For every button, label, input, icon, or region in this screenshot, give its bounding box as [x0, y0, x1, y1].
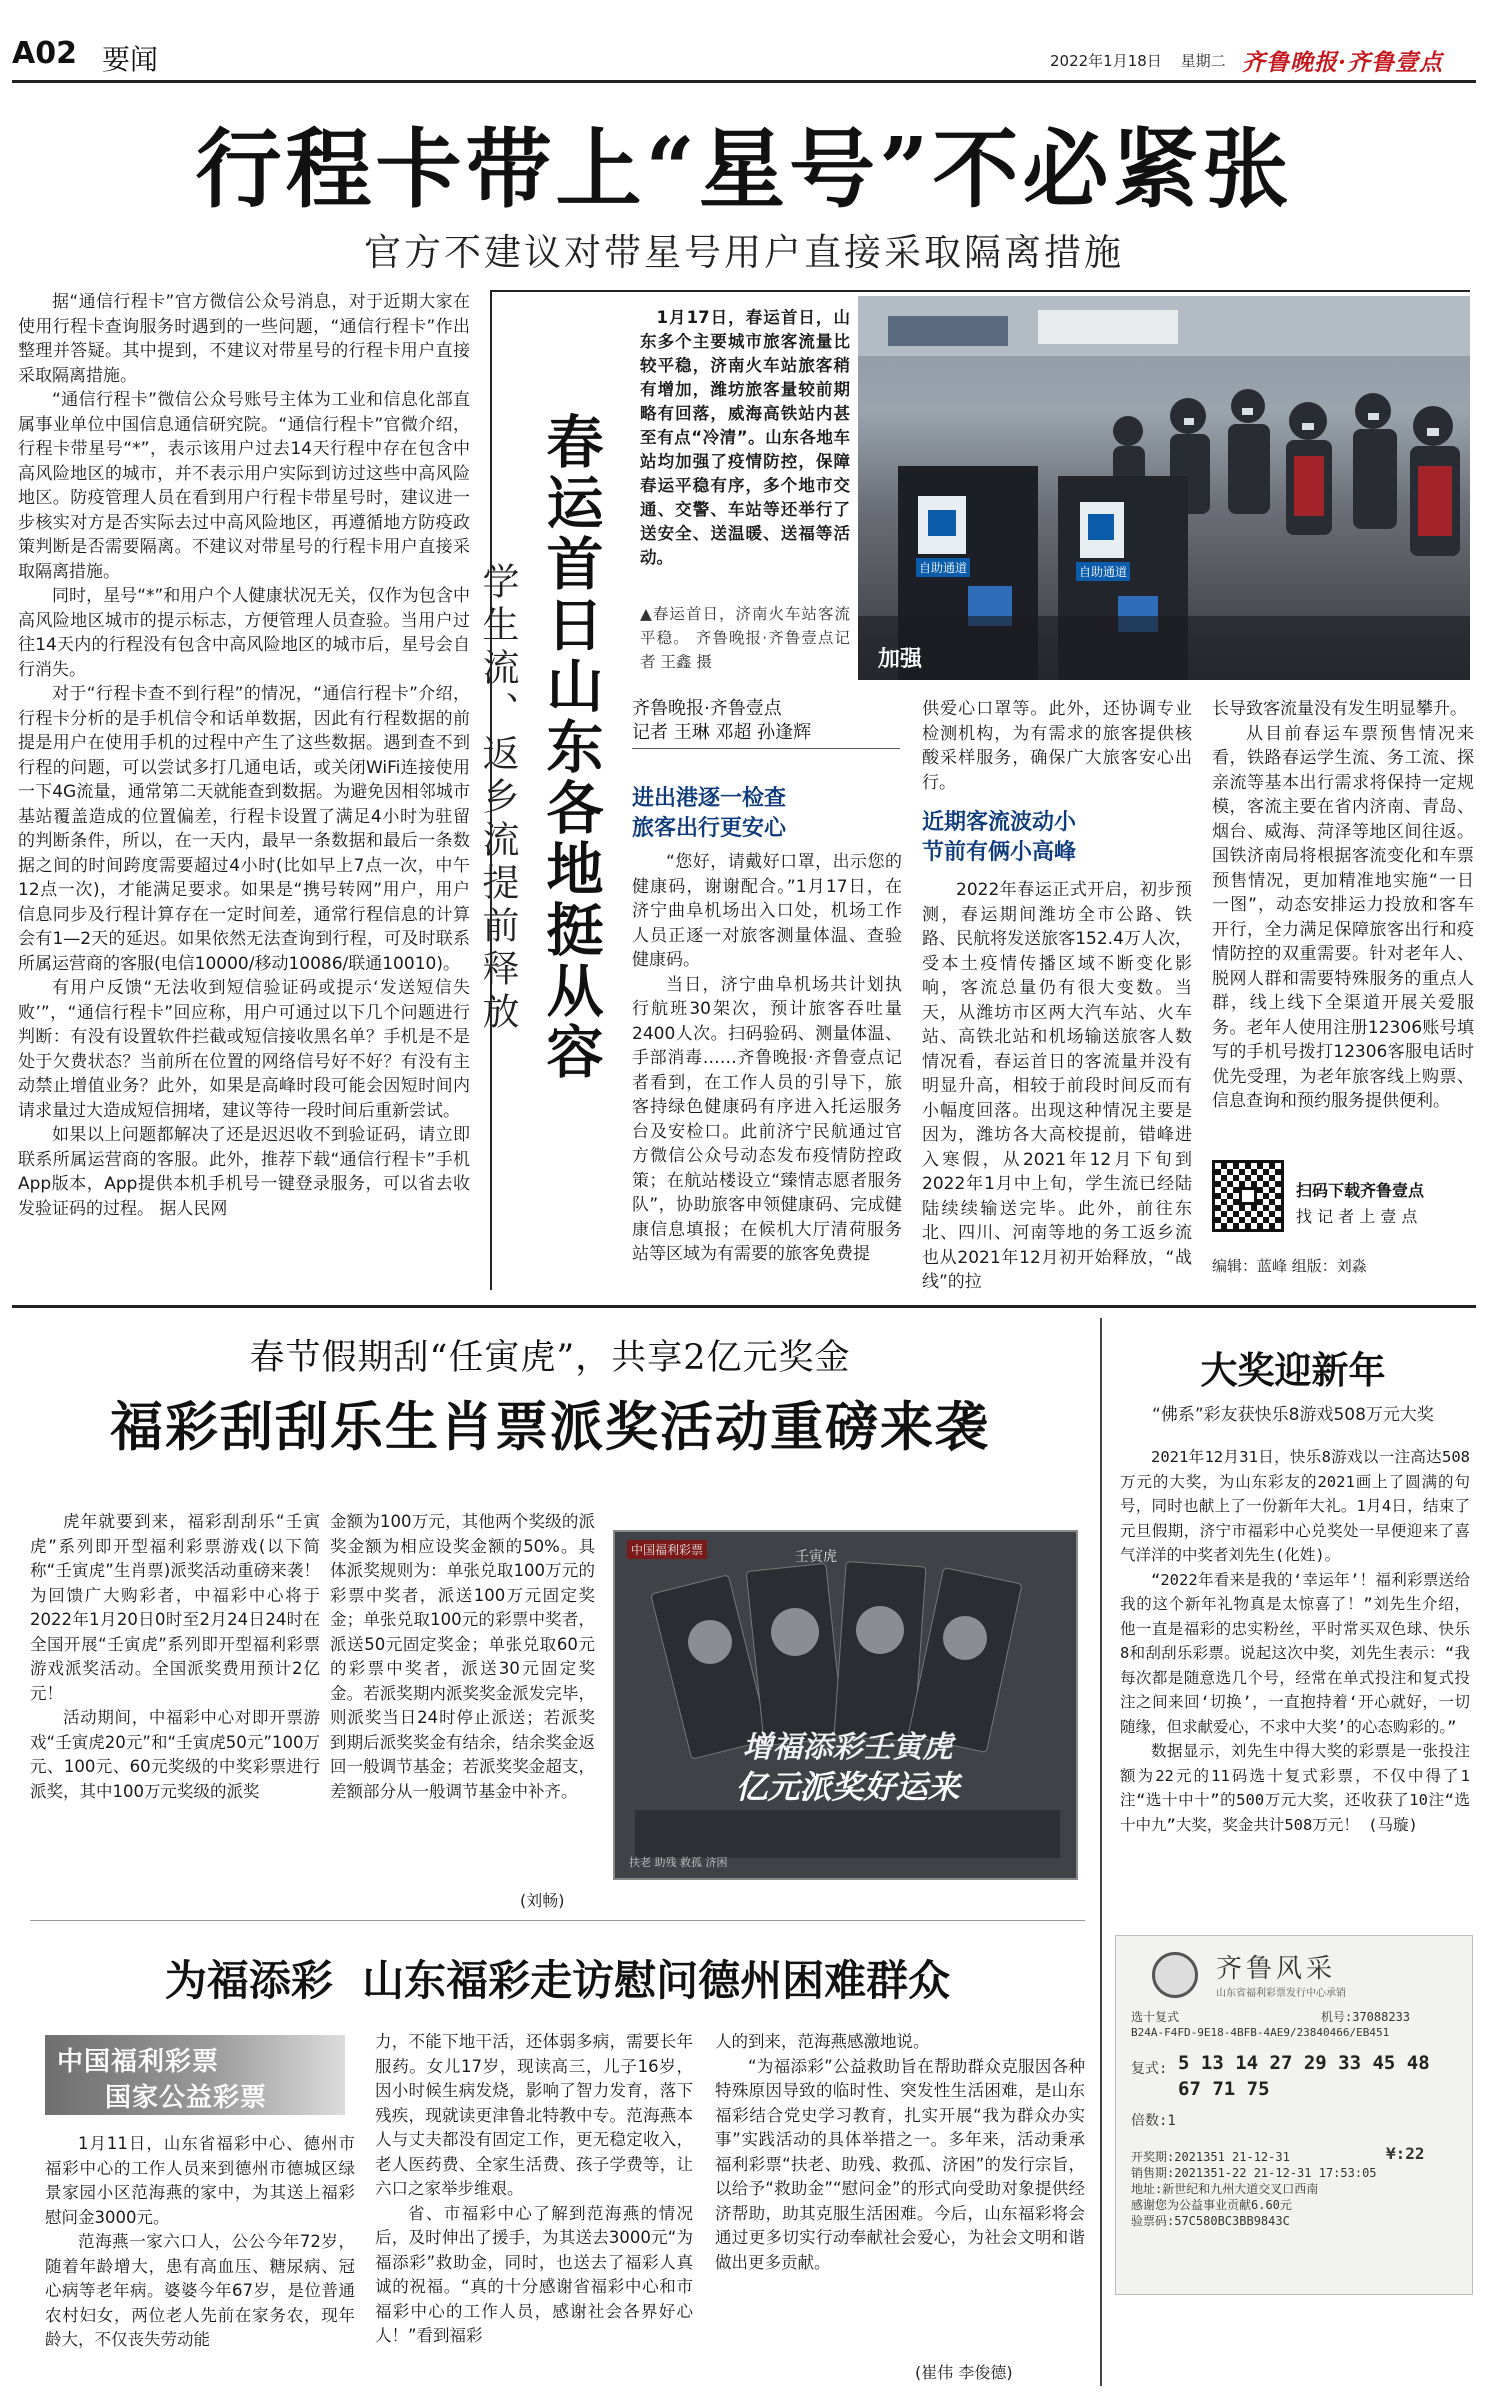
photo-credit: [640, 602, 850, 674]
prize-subtitle: “佛系”彩友获快乐8游戏508万元大奖: [1152, 1405, 1434, 1425]
section-divider: [12, 1305, 1476, 1308]
spring-subhead-2: 近期客流波动小 节前有俩小高峰: [922, 810, 1077, 865]
ticket-info-4: 感谢您为公益事业贡献6.60元: [1131, 2198, 1292, 2212]
lead-para: 如果以上问题都解决了还是迟迟收不到验证码，请立即联系所属运营商的客服。此外，推荐下载“通信行程卡”手机App版本，App提供本机手机号一键登录服务，可以省去收发验证码的过程。 据人民网: [18, 1125, 470, 1219]
ticket-game: 选十复式: [1131, 2010, 1180, 2024]
lead-subtitle: 官方不建议对带星号用户直接采取隔离措施: [364, 231, 1124, 274]
poster-brand: 中国福利彩票: [627, 1540, 707, 1559]
prize-para: 2021年12月31日，快乐8游戏以一注高达508万元的大奖，为山东彩友的2021画上了圆满的句号，同时也献上了一份新年大礼。1月4日，结束了元旦假期，济宁市福彩中心兑奖处一早便迎来了喜气洋洋的中奖者刘先生(化姓)。: [1120, 1448, 1470, 1564]
visit-para: 人的到来，范海燕感激地说。: [715, 2032, 930, 2051]
lead-para: 有用户反馈“无法收到短信验证码或提示‘发送短信失败’”，“通信行程卡”回应称，用户可通过以下几个问题进行判断：有没有设置软件拦截或短信接收黑名单？手机是不是处于欠费状态？当前所在位置的网络信号好不好？有没有主动禁止增值业务？此外，如果是高峰时段可能会因短时间内请求量过大造成短信拥堵，建议等待一段时间后重新尝试。: [18, 978, 470, 1121]
ticket-fs-label: 复式:: [1131, 2061, 1168, 2077]
spring-para: “您好，请戴好口罩，出示您的健康码，谢谢配合。”1月17日，在济宁曲阜机场出入口处，机场工作人员正逐一对旅客测量体温、查验健康码。: [632, 852, 902, 970]
lead-para: 同时，星号“*”和用户个人健康状况无关，仅作为包含中高风险地区城市的提示标志，方便管理人员查验。当用户过往14天内的行程没有包含中高风险地区的城市后，星号会自行消失。: [18, 586, 470, 680]
poster-slogan-1: 增福添彩壬寅虎: [742, 1730, 953, 1765]
byline-rule: [632, 748, 900, 749]
editor-credit: 编辑：蓝峰 组版：刘淼: [1212, 1257, 1367, 1275]
header-rule: [12, 80, 1476, 83]
visit-para: 范海燕一家六口人，公公今年72岁，随着年龄增大，患有高血压、糖尿病、冠心病等老年病。婆婆今年67岁，是位普通农村妇女，两位老人先前在家务农，现年龄大，不仅丧失劳动能: [45, 2232, 355, 2349]
photo-credit-text: ▲春运首日，济南火车站客流平稳。 齐鲁晚报·齐鲁壹点记者 王鑫 摄: [640, 605, 850, 671]
visit-col-b: [375, 2030, 693, 2385]
visit-author: (崔伟 李俊德): [915, 2363, 1013, 2382]
ticket-info-2: 销售期:2021351-22 21-12-31 17:53:05: [1131, 2166, 1377, 2180]
date-text: 2022年1月18日: [1050, 52, 1162, 70]
byline-reporters: 记者 王琳 邓超 孙逢辉: [632, 722, 812, 743]
visit-col-a: [45, 2132, 355, 2382]
lottery-para: 活动期间，中福彩中心对即开票游戏“壬寅虎20元”和“壬寅虎50元”100万元、100元、60元奖级的中奖彩票进行派奖，其中100万元奖级的派奖: [30, 1708, 320, 1801]
visit-para: 1月11日，山东省福彩中心、德州市福彩中心的工作人员来到德州市德城区绿景家园小区范海燕的家中，为其送上福彩慰问金3000元。: [45, 2134, 355, 2227]
visit-para: 省、市福彩中心了解到范海燕的情况后，及时伸出了援手，为其送去3000元“为福添彩”救助金，同时，也送去了福彩人真诚的祝福。“真的十分感谢省福彩中心和市福彩中心的工作人员，感谢社会各界好心人！”看到福彩: [375, 2203, 693, 2345]
ticket-numbers-2: 67 71 75: [1178, 2078, 1270, 2100]
lead-headline: 行程卡带上“星号”不必紧张: [195, 119, 1293, 220]
qr-code[interactable]: [1212, 1160, 1284, 1232]
logo-line-1: 中国福利彩票: [57, 2047, 220, 2077]
ticket-issuer: 山东省福利彩票发行中心承销: [1216, 1988, 1346, 1999]
spring-byline: [632, 697, 902, 745]
photo-illustration: [858, 296, 1470, 680]
spring-subhead-1: 进出港逐一检查 旅客出行更安心: [632, 786, 787, 841]
prize-article: [1120, 1445, 1470, 1915]
poster-title: 壬寅虎: [795, 1549, 837, 1565]
visit-headline: 为福添彩 山东福彩走访慰问德州困难群众: [164, 1956, 951, 2005]
spring-col-1: [632, 850, 902, 1298]
lead-article: [18, 290, 470, 1295]
ticket-multiplier: 倍数:1: [1131, 2113, 1176, 2129]
railway-station-photo: [858, 296, 1470, 680]
welfare-logo-box: [45, 2035, 345, 2115]
visit-para: 力，不能下地干活，还体弱多病，需要长年服药。女儿17岁，现读高三，儿子16岁，因小时候生病发烧，影响了智力发育，落下残疾，现就读更津鲁北特教中专。范海燕本人与丈夫都没有固定工作，更无稳定收入，老人医药费、全家生活费、孩子学费等，让六口之家举步维艰。: [375, 2032, 693, 2198]
prize-headline: 大奖迎新年: [1200, 1348, 1386, 1392]
lottery-kicker: 春节假期刮“任寅虎”，共享2亿元奖金: [249, 1338, 851, 1378]
brand-logo: 齐鲁晚报·齐鲁壹点: [1242, 49, 1444, 76]
qr-center: [1239, 1187, 1257, 1205]
spring-box-top: [490, 290, 1470, 292]
prize-para: 数据显示，刘先生中得大奖的彩票是一张投注额为22元的11码选十复式彩票，不仅中得了1注“选十中十”的500万元大奖，还收获了10注“选十中九”大奖，奖金共计508万元！ (马璇): [1120, 1742, 1470, 1834]
lottery-col-b: [330, 1510, 595, 1890]
photo-caption-text: 1月17日，春运首日，山东多个主要城市旅客流量比较平稳，济南火车站旅客稍有增加，潍坊旅客量较前期略有回落，威海高铁站内甚至有点“冷清”。山东各地车站均加强了疫情防控，保障春运平稳有序，多个地市交通、交警、车站等还举行了送安全、送温暖、送福等活动。: [640, 308, 850, 567]
byline-org: 齐鲁晚报·齐鲁壹点: [632, 698, 782, 719]
page-number: A02: [12, 36, 77, 71]
logo-line-2: 国家公益彩票: [105, 2083, 268, 2113]
lottery-col-a: [30, 1510, 320, 1912]
ticket-numbers-1: 5 13 14 27 29 33 45 48: [1178, 2052, 1430, 2074]
lead-para: “通信行程卡”微信公众号账号主体为工业和信息化部直属事业单位中国信息通信研究院。“通信行程卡”官微介绍，行程卡带星号“*”，表示该用户过去14天行程中存在包含中高风险地区的城市，并不表示用户实际到访过这些中高风险地区。防疫管理人员在看到用户行程卡带星号时，建议进一步核实对方是否实际去过中高风险地区，再遵循地方防疫政策判断是否需要隔离。不建议对带星号的行程卡用户直接采取隔离措施。: [18, 390, 470, 582]
poster-tickets-illustration: [615, 1532, 1078, 1880]
spring-para: 当日，济宁曲阜机场共计划执行航班30架次，预计旅客吞吐量2400人次。扫码验码、测量体温、手部消毒……齐鲁晚报·齐鲁壹点记者看到，在工作人员的引导下，旅客持绿色健康码有序进入托运服务台及安检口。此前济宁民航通过官方微信公众号动态发布疫情防控政策；在航站楼设立“臻情志愿者服务队”，协助旅客申领健康码、完成健康信息填报；在候机大厅清荷服务站等区域为有需要的旅客免费提: [632, 974, 902, 1264]
qr-caption-1: 扫码下载齐鲁壹点: [1296, 1181, 1425, 1200]
lottery-vertical-divider: [1100, 1318, 1102, 2386]
lottery-ticket: [1115, 1935, 1473, 2295]
ticket-serial: B24A-F4FD-9E18-4BFB-4AE9/23840466/EB451: [1131, 2026, 1390, 2039]
spring-headline: 春运首日山东各地挺从容: [537, 412, 604, 1083]
ticket-machine: 机号:37088233: [1321, 2010, 1411, 2024]
ticket-info-3: 地址:新世纪和九州大道交叉口西南: [1131, 2182, 1319, 2196]
qr-caption: [1296, 1178, 1474, 1230]
spring-para: 长导致客流量没有发生明显攀升。: [1212, 699, 1467, 719]
visit-col-c: [715, 2030, 1085, 2360]
lottery-poster: [613, 1530, 1078, 1880]
ticket-amount: ¥:22: [1386, 2144, 1425, 2163]
lottery-para: 金额为100万元，其他两个奖级的派奖金额为相应设奖金额的50%。具体派奖规则为：单张兑取100万元的彩票中奖者，派送100万元固定奖金；单张兑取100元的彩票中奖者，派送50元固定奖金；单张兑取60元的彩票中奖者，派送30元固定奖金。若派奖期内派奖奖金派发完毕，则派奖当日24时停止派送；若派奖到期后派奖奖金有结余，结余奖金返回一般调节基金；若派奖奖金超支，差额部分从一般调节基金中补齐。: [330, 1512, 595, 1801]
spring-subtitle: 学生流、返乡流提前释放: [476, 562, 519, 1035]
photo-caption: [640, 306, 850, 570]
ticket-brand: 齐鲁风采: [1216, 1954, 1337, 1984]
issue-date: [1050, 50, 1226, 71]
ticket-info-1: 开奖期:2021351 21-12-31: [1131, 2150, 1290, 2164]
lead-para: 据“通信行程卡”官方微信公众号消息，对于近期大家在使用行程卡查询服务时遇到的一些问题，“通信行程卡”作出整理并答疑。其中提到，不建议对带星号的行程卡用户直接采取隔离措施。: [18, 292, 470, 386]
gate-sign: 自助通道: [916, 558, 970, 577]
section-name: 要闻: [102, 43, 159, 76]
lead-para: 对于“行程卡查不到行程”的情况，“通信行程卡”介绍，行程卡分析的是手机信令和话单数据，因此有行程数据的前提是用户在使用手机的过程中产生了这些数据。遇到查不到行程的问题，可以尝试多打几通电话，或关闭WiFi连接使用一下4G流量，通常第二天就能查到数据。为避免因相邻城市基站覆盖造成的位置偏差，行程卡设置了满足4小时为驻留的判断条件，所以，在一天内，最早一条数据和最后一条数据之间的时间跨度需要超过4小时(比如早上7点一次，中午12点一次)，才能满足要求。如果是“携号转网”用户，用户信息同步及行程计算存在一定时间差，通常行程信息的计算会有1—2天的延迟。如果依然无法查询到行程，可及时联系所属运营商的客服(电信10000/移动10086/联通10010)。: [18, 684, 470, 974]
lottery-headline: 福彩刮刮乐生肖票派奖活动重磅来袭: [110, 1396, 990, 1458]
lottery-para: 虎年就要到来，福彩刮刮乐“壬寅虎”系列即开型福利彩票游戏(以下简称“壬寅虎”生肖票)派奖活动重磅来袭！为回馈广大购彩者，中福彩中心将于2022年1月20日0时至2月24日24时在全国开展“壬寅虎”系列即开型福利彩票游戏派奖活动。全国派奖费用预计2亿元！: [30, 1512, 320, 1703]
lottery-author: (刘畅): [520, 1891, 565, 1910]
gate-sign: 加强: [878, 647, 923, 672]
spring-col-3: [1212, 697, 1474, 1137]
prize-para: “2022年看来是我的‘幸运年’！福利彩票送给我的这个新年礼物真是太惊喜了！”刘先生介绍，他一直是福彩的忠实粉丝，平时常买双色球、快乐8和刮刮乐彩票。说起这次中奖，刘先生表示：“我每次都是随意选几个号，经常在单式投注和复式投注之间来回‘切换’，一直抱持着‘开心就好，一切随缘，但求献爱心，不求中大奖’的心态购彩的。”: [1120, 1570, 1470, 1736]
visit-top-rule: [30, 1920, 1085, 1921]
poster-slogan-2: 亿元派奖好运来: [735, 1768, 960, 1806]
spring-col-2a: [922, 697, 1192, 795]
spring-col-2b: [922, 878, 1192, 1298]
spring-para: 2022年春运正式开启，初步预测，春运期间潍坊全市公路、铁路、民航将发送旅客152.4万人次，受本土疫情传播区域不断变化影响，客流总量仍有很大变数。当天，从潍坊市区两大汽车站、火车站、高铁北站和机场输送旅客人数情况看，春运首日的客流量并没有明显升高，相较于前段时间反而有小幅度回落。出现这种情况主要是因为，潍坊各大高校提前，错峰进入寒假，从2021年12月下旬到2022年1月中上旬，学生流已经陆陆续续输送完毕。此外，前往东北、四川、河南等地的务工返乡流也从2021年12月初开始释放，“战线”的拉: [922, 880, 1192, 1292]
gate-sign: 自助通道: [1076, 562, 1130, 581]
weekday-text: 星期二: [1180, 52, 1226, 70]
visit-para: “为福添彩”公益救助旨在帮助群众克服因各种特殊原因导致的临时性、突发性生活困难，是山东福彩结合党史学习教育，扎实开展“我为群众办实事”实践活动的具体举措之一。多年来，活动秉承福利彩票“扶老、助残、救孤、济困”的发行宗旨，以给予“救助金”“慰问金”的形式向受助对象提供经济帮助，助其克服生活困难。今后，山东福彩将会通过更多切实行动奉献社会爱心，为社会文明和谐做出更多贡献。: [715, 2056, 1085, 2272]
ticket-logo: [1152, 1952, 1198, 1998]
qr-caption-2: 找 记 者 上 壹 点: [1296, 1207, 1418, 1226]
ticket-info-5: 验票码:57C580BC3BB9843C: [1131, 2214, 1290, 2228]
spring-para: 从目前春运车票预售情况来看，铁路春运学生流、务工流、探亲流等基本出行需求将保持一定规模，客流主要在省内济南、青岛、烟台、威海、菏泽等地区间往返。国铁济南局将根据客流变化和车票预售情况，更加精准地实施“一日一图”，动态安排运力投放和客车开行，全力满足保障旅客出行和疫情防控的双重需要。针对老年人、脱网人群和需要特殊服务的重点人群，线上线下全渠道开展关爱服务。老年人使用注册12306账号填写的手机号拨打12306客服电话时优先受理，为老年旅客线上购票、信息查询和预约服务提供便利。: [1212, 723, 1474, 1111]
poster-footer: 扶老 助残 救孤 济困: [629, 1856, 728, 1869]
spring-para: 供爱心口罩等。此外，还协调专业检测机构，为有需求的旅客提供核酸采样服务，确保广大旅客安心出行。: [922, 699, 1192, 793]
